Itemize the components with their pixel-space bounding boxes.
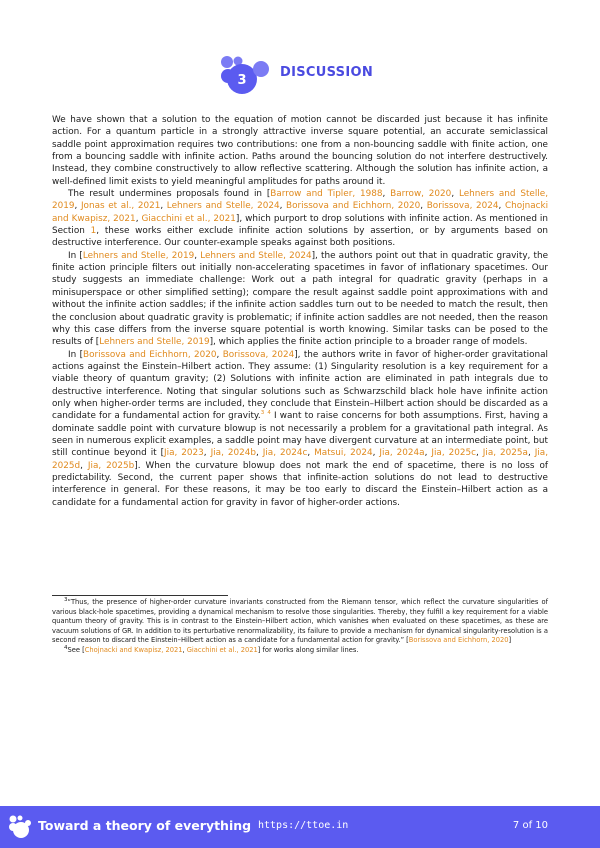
citation-link[interactable]: Lehners and Stelle, 2024 [166,201,280,212]
text-run: , [182,645,187,654]
citation-link[interactable]: Jonas et al., 2021 [80,201,161,212]
citation-link[interactable]: Lehners and Stelle, 2024 [200,250,312,261]
text-run: See [ [67,645,85,654]
citation-link[interactable]: Jia, 2025d [52,448,549,471]
citation-link[interactable]: Giacchini et al., 2021 [186,645,258,654]
citation-link[interactable]: Jia, 2023 [164,448,204,459]
text-run: , these works either exclude infinite action solutions by assertion, or by arguments based on destructive interference. Our counter-example speaks against both positions. [52,226,548,249]
text-run: ] for works along similar lines. [257,645,359,654]
footer-url-link[interactable]: https://ttoe.in [258,820,349,831]
page-footer [0,806,600,848]
citation-link[interactable]: Borissova and Eichhorn, 2020 [286,201,421,212]
text-run: , [382,189,391,200]
text-run: , [475,448,483,459]
footnote-marker[interactable]: 4 [267,410,271,417]
text-run: , [279,201,287,212]
text-run: , [80,460,88,471]
citation-link[interactable]: Lehners and Stelle, 2019 [52,189,549,212]
text-run: In [ [68,349,84,360]
citation-link[interactable]: Borissova and Eichhorn, 2020 [408,636,509,645]
citation-link[interactable]: Jia, 2025a [482,448,528,459]
text-run: ], which purport to drop solutions with infinite action. As mentioned in Section [52,213,548,237]
citation-link[interactable]: Barrow and Tipler, 1988 [270,189,383,200]
text-run: , [194,250,201,261]
text-run: ] [508,636,512,645]
footnote [52,598,548,646]
citation-link[interactable]: Barrow, 2020 [390,189,452,200]
section-number-blob-icon [218,54,276,96]
main-body-text [52,114,548,509]
citation-link[interactable]: Borissova and Eichhorn, 2020 [83,349,217,360]
text-run: “Thus, the presence of higher-order curvature invariants constructed from the Riemann tensor, which reflect the curvature singularities of various black-hole spacetimes, providing a dynamical mechanism to resolve those singularities. Thereby, they fulfill a key requirement for a viable quantum theory of gravity. This is in contrast to the Einstein–Hilbert action, which vanishes when evaluated on these spacetimes, as these are vacuum solutions of GR. In addition to its perturbative renormalizability, its failure to provide a mechanism for dynamical singularity-resolution is a second reason to discard the Einstein–Hilbert action as a candidate for a fundamental action for gravity.” [ [52,598,548,645]
text-run: , [216,349,223,360]
text-run: , [372,448,380,459]
citation-link[interactable]: Matsui, 2024 [314,448,373,459]
footnote-marker: 4 [64,644,68,651]
footer-logo-icon [8,814,32,840]
section-header [0,48,600,100]
text-run: , [498,201,505,212]
footer-title: Toward a theory of everything [38,818,252,833]
text-run: , [255,448,263,459]
paragraph [52,114,548,188]
footnote-marker[interactable]: 3 [260,410,265,417]
citation-link[interactable]: Jia, 2025c [431,448,476,459]
text-run: The result undermines proposals found in [ [68,189,271,200]
citation-link[interactable]: Jia, 2024a [379,448,425,459]
footnote-divider [52,595,228,596]
text-run: ], the authors point out that in quadratic gravity, the finite action principle filters out initially non-accelerating spacetimes in favor of inflationary spacetimes. Our study suggests an immediate challenge: Work out a path integral for quadratic gravity (perhaps in a minisuperspace or other simplified setting); compare the result against saddle point approximations with and without the infinite action saddles; if the infinite action saddles turn out to be needed to match the result, then the conclusion about quadratic gravity is problematic; if infinite action saddles are not needed, then the reason why this case differs from the inverse square potential is worth knowing. Similar tasks can be posed to the results of [ [52,250,549,348]
text-run: ], which applies the finite action principle to a broader range of models. [209,337,528,348]
citation-link[interactable]: Jia, 2024b [210,448,256,459]
paragraph [52,250,548,349]
page-number: 7 of 10 [512,820,548,831]
text-run: We have shown that a solution to the equation of motion cannot be discarded just because it has infinite action. For a quantum particle in a strongly attractive inverse square potential, an accurate semiclassical saddle point approximation requires two contributions: one from a non-bouncing saddle with finite action, one from a bouncing saddle with infinite action. Paths around the bouncing solution do not interfere destructively. Instead, they combine constructively to allow reflective scattering. Although the solution has infinite action, a well-defined limit exists to yield meaningful amplitudes for paths around it. [52,115,548,187]
citation-link[interactable]: Borissova, 2024 [426,201,499,212]
text-run: ], the authors write in favor of higher-order gravitational actions against the Einstein–Hilbert action. They assume: (1) Singularity resolution is a key requirement for a viable theory of quantum gravity; (2) Solutions with infinite action are eliminated in path integrals due to destructive interference. Noting that singular solutions such as Schwarzschild black hole have infinite action only when higher-order terms are included, they conclude that Einstein–Hilbert action should be discarded as a candidate for a fundamental action for gravity. [52,349,549,422]
section-title: DISCUSSION [280,65,373,80]
text-run: , [307,448,315,459]
text-run: , [420,201,427,212]
footnote-marker: 3 [64,596,68,603]
citation-link[interactable]: Jia, 2024c [262,448,308,459]
text-run: , [74,201,81,212]
text-run: , [424,448,432,459]
footnotes [52,598,548,656]
text-run: I want to raise concerns for both assumptions. First, having a dominate saddle point with curvature blowup is not necessarily a problem for a gravitational path integral. As seen in numerous explicit examples, a saddle point may have divergent curvature at an intermediate point, but still continue beyond it [ [52,411,549,459]
paragraph [52,188,548,250]
citation-link[interactable]: Giacchini et al., 2021 [141,213,236,224]
text-run: ]. When the curvature blowup does not mark the end of spacetime, there is no loss of predictability. Second, the current paper shows that infinite-action solutions do not lead to destructive interference in general. For these reasons, it may be too early to discard the Einstein–Hilbert action as a candidate for a fundamental action for gravity in favor of higher-order actions. [52,460,548,508]
citation-link[interactable]: 1 [90,226,97,237]
text-run: , [527,448,535,459]
text-run: In [ [68,250,83,261]
text-run: , [160,201,167,212]
text-run: , [203,448,211,459]
citation-link[interactable]: Chojnacki and Kwapisz, 2021 [52,201,549,224]
section-number: 3 [237,73,247,88]
text-run: , [135,213,142,224]
citation-link[interactable]: Chojnacki and Kwapisz, 2021 [84,645,183,654]
text-run: , [451,189,459,200]
citation-link[interactable]: Lehners and Stelle, 2019 [99,337,210,348]
footnote [52,646,548,656]
citation-link[interactable]: Jia, 2025b [87,460,135,471]
citation-link[interactable]: Lehners and Stelle, 2019 [82,250,195,261]
citation-link[interactable]: Borissova, 2024 [222,349,295,360]
paragraph [52,349,548,509]
